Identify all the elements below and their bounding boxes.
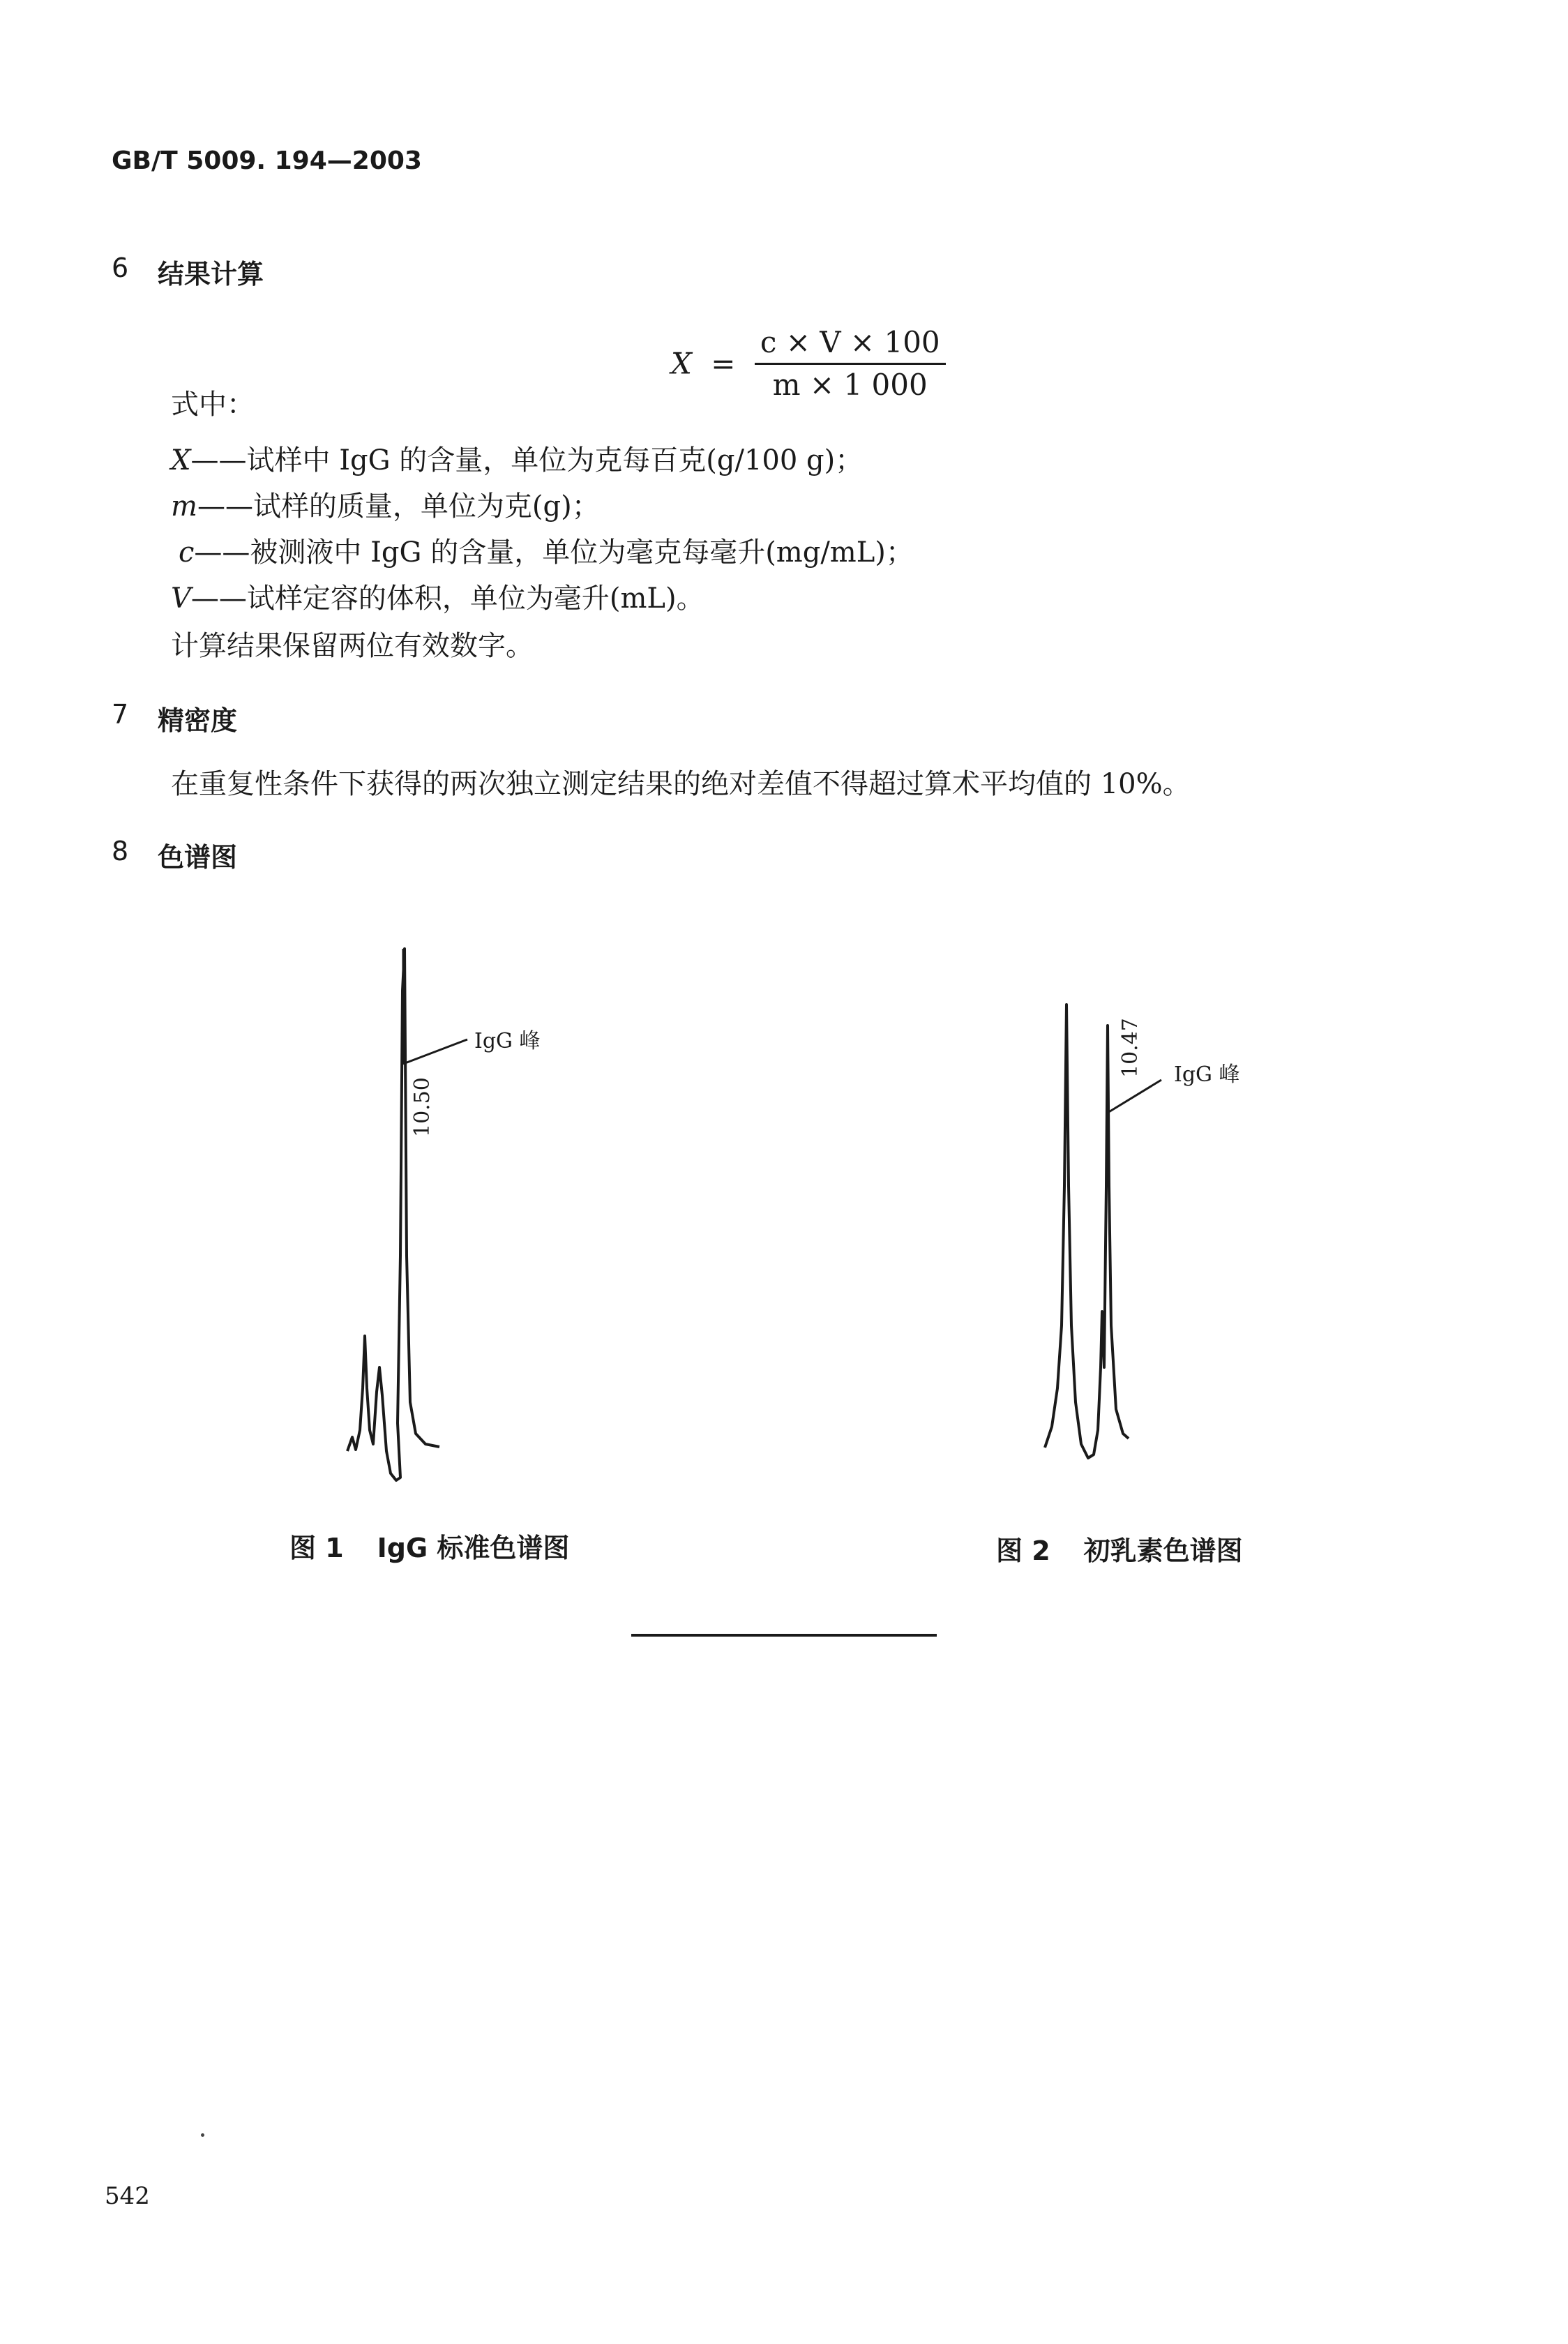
figure-1-caption-text: IgG 标准色谱图 (377, 1533, 570, 1563)
definition-symbol: V (171, 583, 191, 615)
formula-numerator: c × V × 100 (755, 328, 946, 365)
formula-denominator: m × 1 000 (772, 368, 928, 402)
chromatogram-trace (347, 949, 439, 1480)
definition-symbol: m (171, 490, 197, 523)
end-rule-divider (631, 1634, 937, 1637)
definition-row (171, 585, 704, 613)
calculation-note: 计算结果保留两位有效数字。 (171, 630, 534, 662)
formula-lhs: X (671, 346, 692, 381)
peak-label-leader (403, 1039, 467, 1064)
page-number: 542 (105, 2182, 150, 2210)
formula-fraction (755, 325, 946, 402)
figure-2-chromatogram (1025, 977, 1276, 1479)
definition-row (179, 536, 914, 569)
definition-dash: —— (190, 444, 247, 476)
figure-1-caption (289, 1526, 569, 1565)
peak-retention-time: 10.50 (410, 1077, 435, 1137)
where-label: 式中： (171, 389, 255, 421)
definition-symbol: c (179, 536, 195, 569)
standard-code: GB/T 5009. 194—2003 (112, 146, 422, 175)
definition-text: 试样的质量，单位为克(g)； (252, 490, 600, 523)
definition-text: 试样定容的体积，单位为毫升(mL)。 (246, 583, 704, 615)
formula (671, 325, 946, 402)
formula-equals: = (711, 346, 736, 381)
section-7-title: 精密度 (158, 705, 238, 736)
definition-row (171, 446, 863, 474)
definition-text: 试样中 IgG 的含量，单位为克每百克(g/100 g)； (246, 444, 864, 476)
section-6-title: 结果计算 (158, 259, 264, 290)
figure-1-chromatogram (328, 935, 551, 1493)
figure-2-caption-number: 图 2 (996, 1535, 1050, 1566)
definition-dash: —— (194, 536, 250, 569)
definition-dash: —— (197, 490, 253, 523)
figure-1-caption-number: 图 1 (289, 1533, 344, 1563)
peak-retention-time: 10.47 (1118, 1018, 1143, 1078)
chromatogram-trace (1045, 1005, 1129, 1458)
definition-text: 被测液中 IgG 的含量，单位为毫克每毫升(mg/mL)； (250, 536, 914, 569)
definition-row (171, 490, 600, 523)
scan-speck (201, 2133, 204, 2137)
figure-2-caption (996, 1529, 1243, 1568)
section-8-number: 8 (112, 836, 129, 866)
precision-text: 在重复性条件下获得的两次独立测定结果的绝对差值不得超过算术平均值的 10%。 (171, 768, 1191, 800)
section-6-number: 6 (112, 253, 129, 283)
figure-2-caption-text: 初乳素色谱图 (1083, 1535, 1243, 1566)
peak-label: IgG 峰 (1174, 1062, 1240, 1087)
peak-label: IgG 峰 (474, 1029, 541, 1053)
peak-label-leader (1108, 1080, 1161, 1113)
section-7-number: 7 (112, 699, 129, 730)
definition-symbol: X (171, 444, 191, 476)
definition-dash: —— (190, 583, 247, 615)
section-8-title: 色谱图 (158, 842, 238, 873)
